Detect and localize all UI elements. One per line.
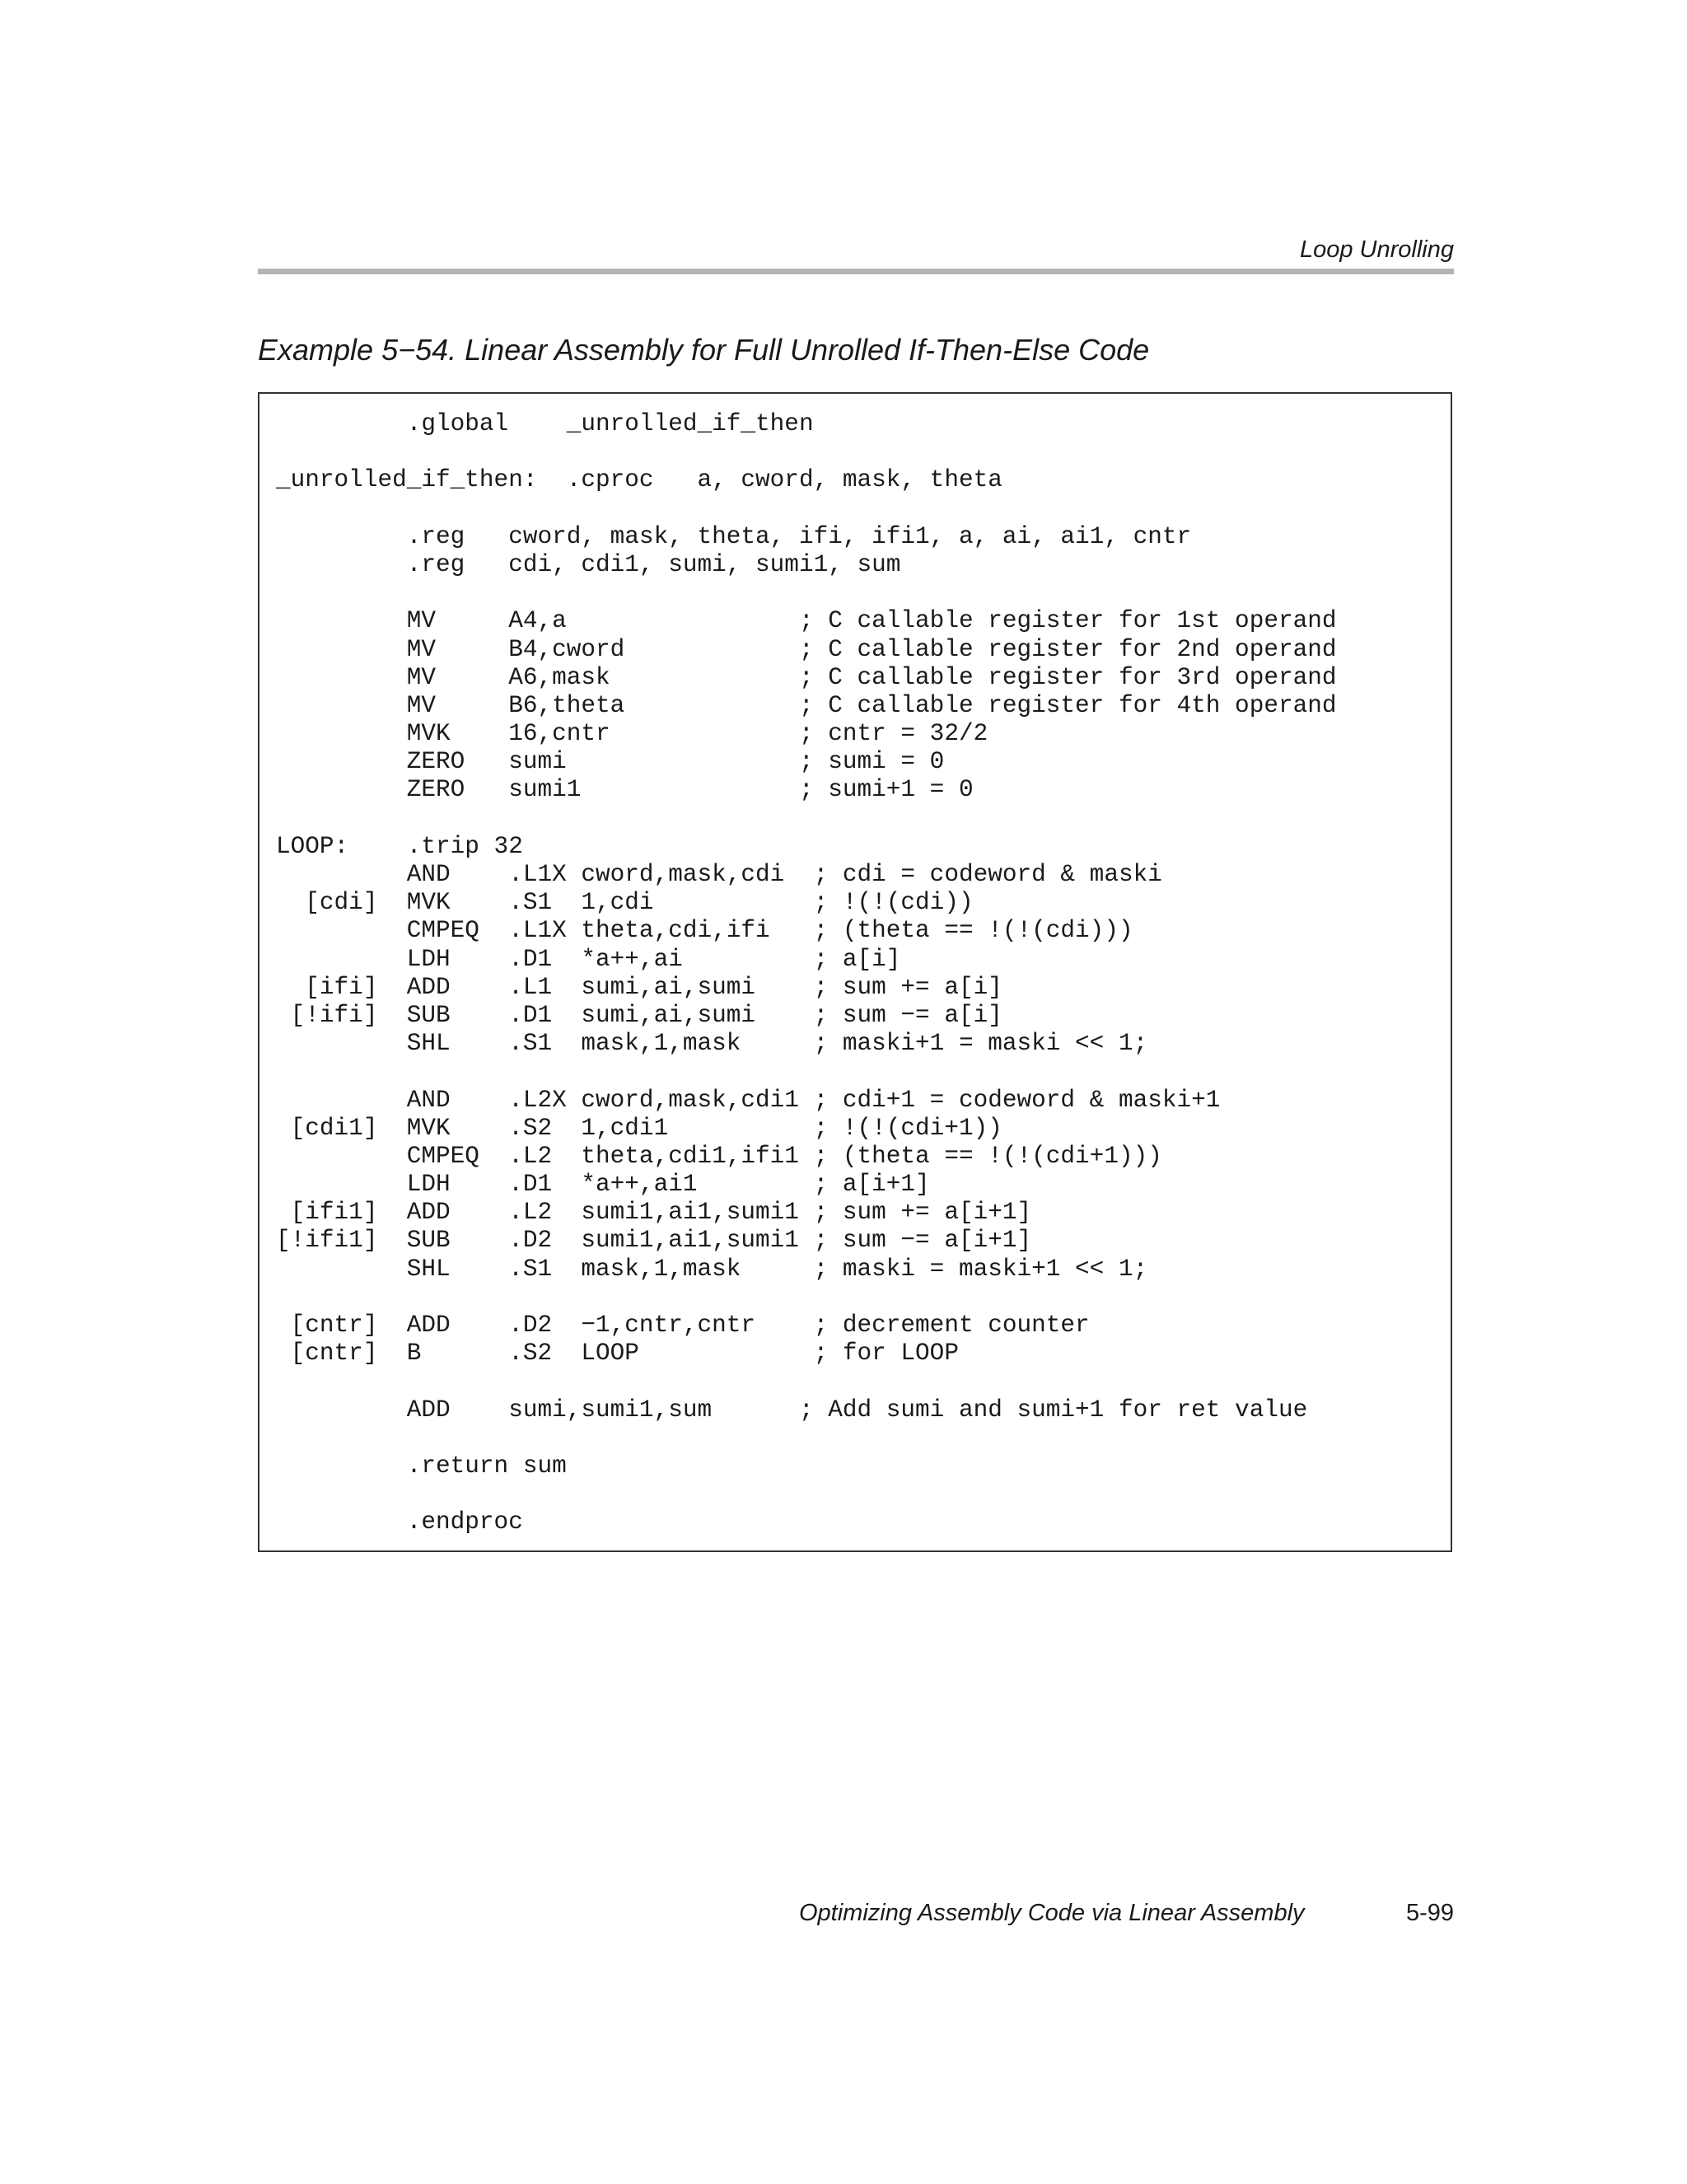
code-line: MVK 16,cntr ; cntr = 32/2 [276,720,988,748]
code-line: ZERO sumi ; sumi = 0 [276,748,945,776]
code-line [276,579,1337,607]
example-caption: Example 5−54. Linear Assembly for Full Unrolled If-Then-Else Code [258,333,1150,367]
code-line: MV A4,a ; C callable register for 1st operand [276,607,1337,635]
code-line: [ifi1] ADD .L2 sumi1,ai1,sumi1 ; sum += a[i+1] [276,1199,1032,1227]
page-number: 5-99 [1405,1900,1454,1926]
code-line [276,805,1337,833]
code-line: LDH .D1 *a++,ai1 ; a[i+1] [276,1171,930,1199]
code-line: .global _unrolled_if_then [276,410,814,437]
code-line: .reg cword, mask, theta, ifi, ifi1, a, ai, ai1, cntr [276,522,1192,550]
code-line: AND .L2X cword,mask,cdi1 ; cdi+1 = codeword & maski+1 [276,1086,1221,1114]
code-line [276,1424,1337,1452]
code-line: [cdi1] MVK .S2 1,cdi1 ; !(!(cdi+1)) [276,1114,1002,1142]
code-line: .endproc [276,1508,523,1536]
code-line: .reg cdi, cdi1, sumi, sumi1, sum [276,550,901,578]
code-line: [!ifi] SUB .D1 sumi,ai,sumi ; sum −= a[i] [276,1001,1002,1029]
code-line: MV B6,theta ; C callable register for 4th operand [276,691,1337,719]
code-line: ADD sumi,sumi1,sum ; Add sumi and sumi+1 for ret value [276,1396,1308,1424]
code-box [258,392,1452,1552]
code-listing [276,410,1337,1537]
code-line: .return sum [276,1452,567,1480]
code-line: SHL .S1 mask,1,mask ; maski+1 = maski << 1; [276,1030,1148,1058]
code-line: CMPEQ .L1X theta,cdi,ifi ; (theta == !(!(cdi))) [276,917,1133,945]
code-line [276,1480,1337,1508]
code-line: AND .L1X cword,mask,cdi ; cdi = codeword & maski [276,861,1162,888]
code-line: MV A6,mask ; C callable register for 3rd operand [276,663,1337,691]
code-line: [ifi] ADD .L1 sumi,ai,sumi ; sum += a[i] [276,973,1002,1001]
code-line: LOOP: .trip 32 [276,832,523,860]
code-line: [!ifi1] SUB .D2 sumi1,ai1,sumi1 ; sum −= a[i+1] [276,1227,1032,1255]
code-line: SHL .S1 mask,1,mask ; maski = maski+1 << 1; [276,1255,1148,1283]
code-line: MV B4,cword ; C callable register for 2nd operand [276,635,1337,663]
code-line: _unrolled_if_then: .cproc a, cword, mask, theta [276,466,1002,494]
code-line [276,1058,1337,1086]
code-line: LDH .D1 *a++,ai ; a[i] [276,945,901,973]
code-line: [cntr] B .S2 LOOP ; for LOOP [276,1340,959,1368]
header-rule [258,269,1454,274]
running-head: Loop Unrolling [1299,236,1454,263]
code-line: [cdi] MVK .S1 1,cdi ; !(!(cdi)) [276,889,974,917]
code-line: ZERO sumi1 ; sumi+1 = 0 [276,776,974,804]
code-line: CMPEQ .L2 theta,cdi1,ifi1 ; (theta == !(!(cdi+1))) [276,1142,1162,1170]
code-line [276,438,1337,466]
code-line [276,1284,1337,1312]
code-line [276,1368,1337,1396]
footer-chapter-title: Optimizing Assembly Code via Linear Assembly [799,1900,1305,1926]
code-line [276,495,1337,523]
code-line: [cntr] ADD .D2 −1,cntr,cntr ; decrement counter [276,1312,1090,1339]
